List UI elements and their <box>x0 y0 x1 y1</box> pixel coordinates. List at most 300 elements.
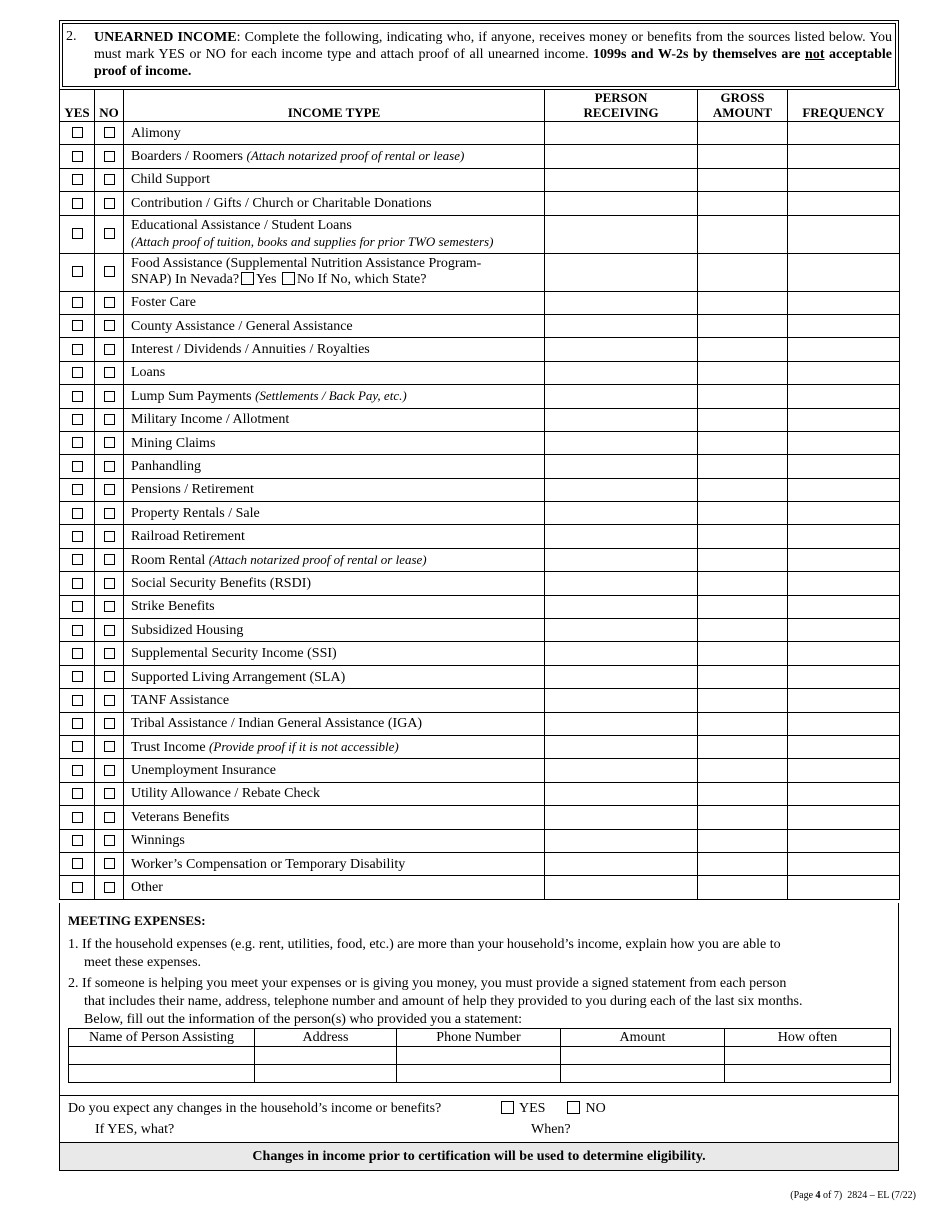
assist-name-field[interactable] <box>69 1047 255 1065</box>
yes-checkbox[interactable] <box>72 625 83 636</box>
assistance-row <box>69 1065 891 1083</box>
person-receiving-field[interactable] <box>545 689 698 712</box>
no-checkbox[interactable] <box>104 391 115 402</box>
income-type-label: Loans <box>124 361 545 384</box>
no-cell <box>95 782 124 805</box>
frequency-field[interactable] <box>788 314 900 337</box>
header-income-type: INCOME TYPE <box>124 90 545 122</box>
yes-checkbox[interactable] <box>72 858 83 869</box>
income-row <box>60 502 900 525</box>
person-receiving-field[interactable] <box>545 735 698 758</box>
frequency-field[interactable] <box>788 619 900 642</box>
yes-checkbox[interactable] <box>72 151 83 162</box>
yes-checkbox[interactable] <box>72 228 83 239</box>
person-receiving-field[interactable] <box>545 338 698 361</box>
gross-amount-field[interactable] <box>698 192 788 215</box>
frequency-field[interactable] <box>788 852 900 875</box>
income-row <box>60 759 900 782</box>
gross-amount-field[interactable] <box>698 291 788 314</box>
yes-checkbox[interactable] <box>72 297 83 308</box>
frequency-field[interactable] <box>788 689 900 712</box>
yes-checkbox[interactable] <box>72 671 83 682</box>
assist-col-address: Address <box>255 1029 397 1047</box>
income-type-label: Trust Income (Provide proof if it is not accessible) <box>124 735 545 758</box>
header-frequency: FREQUENCY <box>788 90 900 122</box>
income-row <box>60 431 900 454</box>
income-type-label: Winnings <box>124 829 545 852</box>
gross-amount-field[interactable] <box>698 338 788 361</box>
gross-amount-field[interactable] <box>698 759 788 782</box>
yes-cell <box>60 642 95 665</box>
no-cell <box>95 215 124 253</box>
no-checkbox[interactable] <box>104 151 115 162</box>
person-receiving-field[interactable] <box>545 478 698 501</box>
yes-cell <box>60 595 95 618</box>
eligibility-notice: Changes in income prior to certification will be used to determine eligibility. <box>59 1143 899 1171</box>
header-yes: YES <box>60 90 95 122</box>
yes-cell <box>60 253 95 291</box>
no-checkbox[interactable] <box>104 578 115 589</box>
income-row <box>60 712 900 735</box>
person-receiving-field[interactable] <box>545 168 698 191</box>
meeting-expenses-item-2: 2. If someone is helping you meet your expenses or is giving you money, you must provide a signed statement from each person that includes their name, address, telephone number and amount of help they provided to you during each of the last six months. Below, fill out the information of the person(s) who provided you a statement: <box>68 976 803 1027</box>
income-row <box>60 689 900 712</box>
yes-cell <box>60 314 95 337</box>
assist-phone-field[interactable] <box>397 1065 561 1083</box>
no-cell <box>95 431 124 454</box>
yes-checkbox[interactable] <box>72 198 83 209</box>
person-receiving-field[interactable] <box>545 876 698 899</box>
income-type-label: Interest / Dividends / Annuities / Royalties <box>124 338 545 361</box>
assist-col-how-often: How often <box>725 1029 891 1047</box>
no-checkbox[interactable] <box>104 266 115 277</box>
person-receiving-field[interactable] <box>545 408 698 431</box>
no-cell <box>95 385 124 408</box>
frequency-field[interactable] <box>788 548 900 571</box>
gross-amount-field[interactable] <box>698 361 788 384</box>
page-footer: (Page 4 of 7) 2824 – EL (7/22) <box>790 1190 916 1201</box>
yes-checkbox[interactable] <box>72 882 83 893</box>
income-row <box>60 782 900 805</box>
yes-cell <box>60 291 95 314</box>
assist-phone-field[interactable] <box>397 1047 561 1065</box>
income-type-label: Social Security Benefits (RSDI) <box>124 572 545 595</box>
yes-checkbox[interactable] <box>72 695 83 706</box>
frequency-field[interactable] <box>788 806 900 829</box>
yes-cell <box>60 338 95 361</box>
gross-amount-field[interactable] <box>698 595 788 618</box>
no-checkbox[interactable] <box>104 437 115 448</box>
frequency-field[interactable] <box>788 338 900 361</box>
yes-cell <box>60 478 95 501</box>
yes-checkbox[interactable] <box>72 127 83 138</box>
no-cell <box>95 122 124 145</box>
yes-checkbox[interactable] <box>72 367 83 378</box>
no-cell <box>95 408 124 431</box>
income-type-label: Railroad Retirement <box>124 525 545 548</box>
person-receiving-field[interactable] <box>545 619 698 642</box>
gross-amount-field[interactable] <box>698 502 788 525</box>
assist-address-field[interactable] <box>255 1065 397 1083</box>
yes-checkbox[interactable] <box>72 718 83 729</box>
no-cell <box>95 759 124 782</box>
no-checkbox[interactable] <box>104 414 115 425</box>
yes-checkbox[interactable] <box>72 741 83 752</box>
yes-checkbox[interactable] <box>72 578 83 589</box>
changes-no-checkbox[interactable] <box>567 1101 580 1114</box>
income-type-label: Foster Care <box>124 291 545 314</box>
yes-checkbox[interactable] <box>72 344 83 355</box>
yes-cell <box>60 168 95 191</box>
income-row <box>60 338 900 361</box>
no-checkbox[interactable] <box>104 174 115 185</box>
frequency-field[interactable] <box>788 642 900 665</box>
yes-checkbox[interactable] <box>72 554 83 565</box>
no-checkbox[interactable] <box>104 531 115 542</box>
gross-amount-field[interactable] <box>698 852 788 875</box>
income-type-label: Supported Living Arrangement (SLA) <box>124 665 545 688</box>
no-checkbox[interactable] <box>104 648 115 659</box>
assist-col-phone: Phone Number <box>397 1029 561 1047</box>
person-receiving-field[interactable] <box>545 385 698 408</box>
gross-amount-field[interactable] <box>698 876 788 899</box>
yes-checkbox[interactable] <box>72 601 83 612</box>
frequency-field[interactable] <box>788 192 900 215</box>
person-receiving-field[interactable] <box>545 759 698 782</box>
no-checkbox[interactable] <box>104 198 115 209</box>
no-checkbox[interactable] <box>104 718 115 729</box>
person-receiving-field[interactable] <box>545 314 698 337</box>
income-row <box>60 291 900 314</box>
no-checkbox[interactable] <box>104 344 115 355</box>
gross-amount-field[interactable] <box>698 455 788 478</box>
yes-checkbox[interactable] <box>72 812 83 823</box>
gross-amount-field[interactable] <box>698 572 788 595</box>
gross-amount-field[interactable] <box>698 431 788 454</box>
person-receiving-field[interactable] <box>545 253 698 291</box>
income-row <box>60 478 900 501</box>
person-receiving-field[interactable] <box>545 145 698 168</box>
person-receiving-field[interactable] <box>545 502 698 525</box>
person-receiving-field[interactable] <box>545 455 698 478</box>
person-receiving-field[interactable] <box>545 665 698 688</box>
section-intro: : Complete the following, indicating who, if anyone, receives money or benefits from the sources listed below. You must mark YES or NO for each income type and attach proof of all unearned income. <box>94 30 892 62</box>
income-type-label: Lump Sum Payments (Settlements / Back Pay, etc.) <box>124 385 545 408</box>
no-checkbox[interactable] <box>104 601 115 612</box>
person-receiving-field[interactable] <box>545 806 698 829</box>
income-row <box>60 253 900 291</box>
gross-amount-field[interactable] <box>698 548 788 571</box>
person-receiving-field[interactable] <box>545 782 698 805</box>
no-checkbox[interactable] <box>104 461 115 472</box>
frequency-field[interactable] <box>788 215 900 253</box>
no-cell <box>95 314 124 337</box>
no-cell <box>95 595 124 618</box>
income-type-label: Alimony <box>124 122 545 145</box>
snap-nevada-no-checkbox[interactable] <box>282 272 295 285</box>
frequency-field[interactable] <box>788 759 900 782</box>
income-type-label: Unemployment Insurance <box>124 759 545 782</box>
no-checkbox[interactable] <box>104 484 115 495</box>
yes-checkbox[interactable] <box>72 508 83 519</box>
no-cell <box>95 525 124 548</box>
person-receiving-field[interactable] <box>545 431 698 454</box>
meeting-expenses-title: MEETING EXPENSES: <box>68 913 206 928</box>
gross-amount-field[interactable] <box>698 665 788 688</box>
assist-address-field[interactable] <box>255 1047 397 1065</box>
yes-checkbox[interactable] <box>72 461 83 472</box>
no-cell <box>95 192 124 215</box>
yes-cell <box>60 502 95 525</box>
income-row <box>60 385 900 408</box>
no-cell <box>95 735 124 758</box>
gross-amount-field[interactable] <box>698 408 788 431</box>
frequency-field[interactable] <box>788 665 900 688</box>
gross-amount-field[interactable] <box>698 735 788 758</box>
income-type-label: Contribution / Gifts / Church or Charitable Donations <box>124 192 545 215</box>
person-receiving-field[interactable] <box>545 215 698 253</box>
gross-amount-field[interactable] <box>698 168 788 191</box>
no-checkbox[interactable] <box>104 367 115 378</box>
no-checkbox[interactable] <box>104 228 115 239</box>
assistance-table <box>68 1028 891 1083</box>
yes-checkbox[interactable] <box>72 320 83 331</box>
changes-no-option[interactable]: NO <box>565 1101 606 1117</box>
gross-amount-field[interactable] <box>698 253 788 291</box>
frequency-field[interactable] <box>788 168 900 191</box>
gross-amount-field[interactable] <box>698 689 788 712</box>
yes-cell <box>60 548 95 571</box>
gross-amount-field[interactable] <box>698 829 788 852</box>
no-checkbox[interactable] <box>104 858 115 869</box>
frequency-field[interactable] <box>788 478 900 501</box>
income-row <box>60 168 900 191</box>
no-cell <box>95 502 124 525</box>
no-checkbox[interactable] <box>104 882 115 893</box>
page-number: 4 <box>815 1190 821 1201</box>
income-changes-question: Do you expect any changes in the household’s income or benefits? <box>68 1101 442 1116</box>
no-cell <box>95 145 124 168</box>
income-type-label: Room Rental (Attach notarized proof of rental or lease) <box>124 548 545 571</box>
frequency-field[interactable] <box>788 876 900 899</box>
income-type-label: Panhandling <box>124 455 545 478</box>
no-checkbox[interactable] <box>104 320 115 331</box>
gross-amount-field[interactable] <box>698 782 788 805</box>
no-checkbox[interactable] <box>104 297 115 308</box>
yes-cell <box>60 431 95 454</box>
frequency-field[interactable] <box>788 572 900 595</box>
gross-amount-field[interactable] <box>698 525 788 548</box>
income-type-label: Food Assistance (Supplemental Nutrition Assistance Program- SNAP) In Nevada? Yes No If No, which State? <box>124 253 545 291</box>
yes-cell <box>60 806 95 829</box>
person-receiving-field[interactable] <box>545 595 698 618</box>
no-checkbox[interactable] <box>104 127 115 138</box>
frequency-field[interactable] <box>788 361 900 384</box>
header-no: NO <box>95 90 124 122</box>
assist-col-amount: Amount <box>561 1029 725 1047</box>
meeting-expenses-section <box>59 903 899 1096</box>
person-receiving-field[interactable] <box>545 642 698 665</box>
income-row <box>60 314 900 337</box>
yes-cell <box>60 572 95 595</box>
yes-checkbox[interactable] <box>72 531 83 542</box>
no-checkbox[interactable] <box>104 812 115 823</box>
assist-amount-field[interactable] <box>561 1047 725 1065</box>
gross-amount-field[interactable] <box>698 478 788 501</box>
gross-amount-field[interactable] <box>698 619 788 642</box>
no-checkbox[interactable] <box>104 765 115 776</box>
no-checkbox[interactable] <box>104 741 115 752</box>
yes-checkbox[interactable] <box>72 484 83 495</box>
section-warning: 1099s and W-2s by themselves are not acceptable proof of income. <box>94 47 892 79</box>
yes-cell <box>60 689 95 712</box>
frequency-field[interactable] <box>788 455 900 478</box>
no-cell <box>95 548 124 571</box>
header-gross-amount: GROSS AMOUNT <box>698 90 788 122</box>
no-cell <box>95 253 124 291</box>
income-row <box>60 829 900 852</box>
income-row <box>60 642 900 665</box>
changes-what-label: If YES, what? <box>95 1122 175 1137</box>
frequency-field[interactable] <box>788 525 900 548</box>
person-receiving-field[interactable] <box>545 712 698 735</box>
yes-checkbox[interactable] <box>72 266 83 277</box>
income-changes-section <box>59 1096 899 1143</box>
no-checkbox[interactable] <box>104 835 115 846</box>
yes-cell <box>60 712 95 735</box>
snap-nevada-yes-checkbox[interactable] <box>241 272 254 285</box>
no-checkbox[interactable] <box>104 788 115 799</box>
person-receiving-field[interactable] <box>545 122 698 145</box>
frequency-field[interactable] <box>788 408 900 431</box>
frequency-field[interactable] <box>788 502 900 525</box>
frequency-field[interactable] <box>788 385 900 408</box>
yes-checkbox[interactable] <box>72 788 83 799</box>
yes-checkbox[interactable] <box>72 765 83 776</box>
person-receiving-field[interactable] <box>545 852 698 875</box>
income-row <box>60 525 900 548</box>
no-cell <box>95 876 124 899</box>
yes-cell <box>60 145 95 168</box>
person-receiving-field[interactable] <box>545 192 698 215</box>
changes-yes-option[interactable]: YES <box>499 1101 545 1117</box>
assist-how-often-field[interactable] <box>725 1047 891 1065</box>
income-type-label: Child Support <box>124 168 545 191</box>
frequency-field[interactable] <box>788 145 900 168</box>
section-title: UNEARNED INCOME <box>94 30 237 45</box>
income-row <box>60 595 900 618</box>
no-checkbox[interactable] <box>104 695 115 706</box>
gross-amount-field[interactable] <box>698 215 788 253</box>
yes-cell <box>60 735 95 758</box>
yes-cell <box>60 385 95 408</box>
income-row <box>60 735 900 758</box>
no-checkbox[interactable] <box>104 625 115 636</box>
yes-cell <box>60 408 95 431</box>
income-row <box>60 408 900 431</box>
assist-amount-field[interactable] <box>561 1065 725 1083</box>
no-cell <box>95 168 124 191</box>
income-row <box>60 361 900 384</box>
yes-cell <box>60 619 95 642</box>
yes-checkbox[interactable] <box>72 835 83 846</box>
yes-cell <box>60 525 95 548</box>
no-cell <box>95 665 124 688</box>
form-number: 2824 – EL (7/22) <box>847 1190 916 1201</box>
person-receiving-field[interactable] <box>545 548 698 571</box>
income-type-label: Supplemental Security Income (SSI) <box>124 642 545 665</box>
income-type-label: Strike Benefits <box>124 595 545 618</box>
yes-checkbox[interactable] <box>72 174 83 185</box>
gross-amount-field[interactable] <box>698 642 788 665</box>
frequency-field[interactable] <box>788 712 900 735</box>
income-table <box>59 89 900 900</box>
no-checkbox[interactable] <box>104 508 115 519</box>
income-row <box>60 876 900 899</box>
no-cell <box>95 361 124 384</box>
section-number: 2. <box>66 29 77 44</box>
person-receiving-field[interactable] <box>545 572 698 595</box>
gross-amount-field[interactable] <box>698 122 788 145</box>
person-receiving-field[interactable] <box>545 829 698 852</box>
income-type-label: Subsidized Housing <box>124 619 545 642</box>
assistance-row <box>69 1047 891 1065</box>
person-receiving-field[interactable] <box>545 525 698 548</box>
yes-checkbox[interactable] <box>72 414 83 425</box>
income-type-label: Educational Assistance / Student Loans (Attach proof of tuition, books and supplies for prior TWO semesters) <box>124 215 545 253</box>
frequency-field[interactable] <box>788 782 900 805</box>
yes-checkbox[interactable] <box>72 391 83 402</box>
person-receiving-field[interactable] <box>545 361 698 384</box>
assist-how-often-field[interactable] <box>725 1065 891 1083</box>
yes-checkbox[interactable] <box>72 648 83 659</box>
no-checkbox[interactable] <box>104 554 115 565</box>
income-type-label: County Assistance / General Assistance <box>124 314 545 337</box>
no-checkbox[interactable] <box>104 671 115 682</box>
gross-amount-field[interactable] <box>698 385 788 408</box>
income-type-label: Mining Claims <box>124 431 545 454</box>
frequency-field[interactable] <box>788 431 900 454</box>
frequency-field[interactable] <box>788 253 900 291</box>
income-row <box>60 192 900 215</box>
no-cell <box>95 455 124 478</box>
yes-cell <box>60 876 95 899</box>
income-type-label: Military Income / Allotment <box>124 408 545 431</box>
income-row <box>60 665 900 688</box>
income-table-header <box>60 90 900 122</box>
changes-yes-checkbox[interactable] <box>501 1101 514 1114</box>
no-cell <box>95 478 124 501</box>
frequency-field[interactable] <box>788 122 900 145</box>
gross-amount-field[interactable] <box>698 145 788 168</box>
person-receiving-field[interactable] <box>545 291 698 314</box>
gross-amount-field[interactable] <box>698 314 788 337</box>
yes-cell <box>60 455 95 478</box>
no-cell <box>95 806 124 829</box>
gross-amount-field[interactable] <box>698 806 788 829</box>
no-cell <box>95 642 124 665</box>
frequency-field[interactable] <box>788 291 900 314</box>
frequency-field[interactable] <box>788 735 900 758</box>
assist-name-field[interactable] <box>69 1065 255 1083</box>
section-header <box>59 20 899 90</box>
frequency-field[interactable] <box>788 829 900 852</box>
yes-checkbox[interactable] <box>72 437 83 448</box>
meeting-expenses-item-1: 1. If the household expenses (e.g. rent, utilities, food, etc.) are more than your household’s income, explain how you are able to meet these expenses. <box>68 937 781 970</box>
frequency-field[interactable] <box>788 595 900 618</box>
gross-amount-field[interactable] <box>698 712 788 735</box>
income-type-label: Pensions / Retirement <box>124 478 545 501</box>
